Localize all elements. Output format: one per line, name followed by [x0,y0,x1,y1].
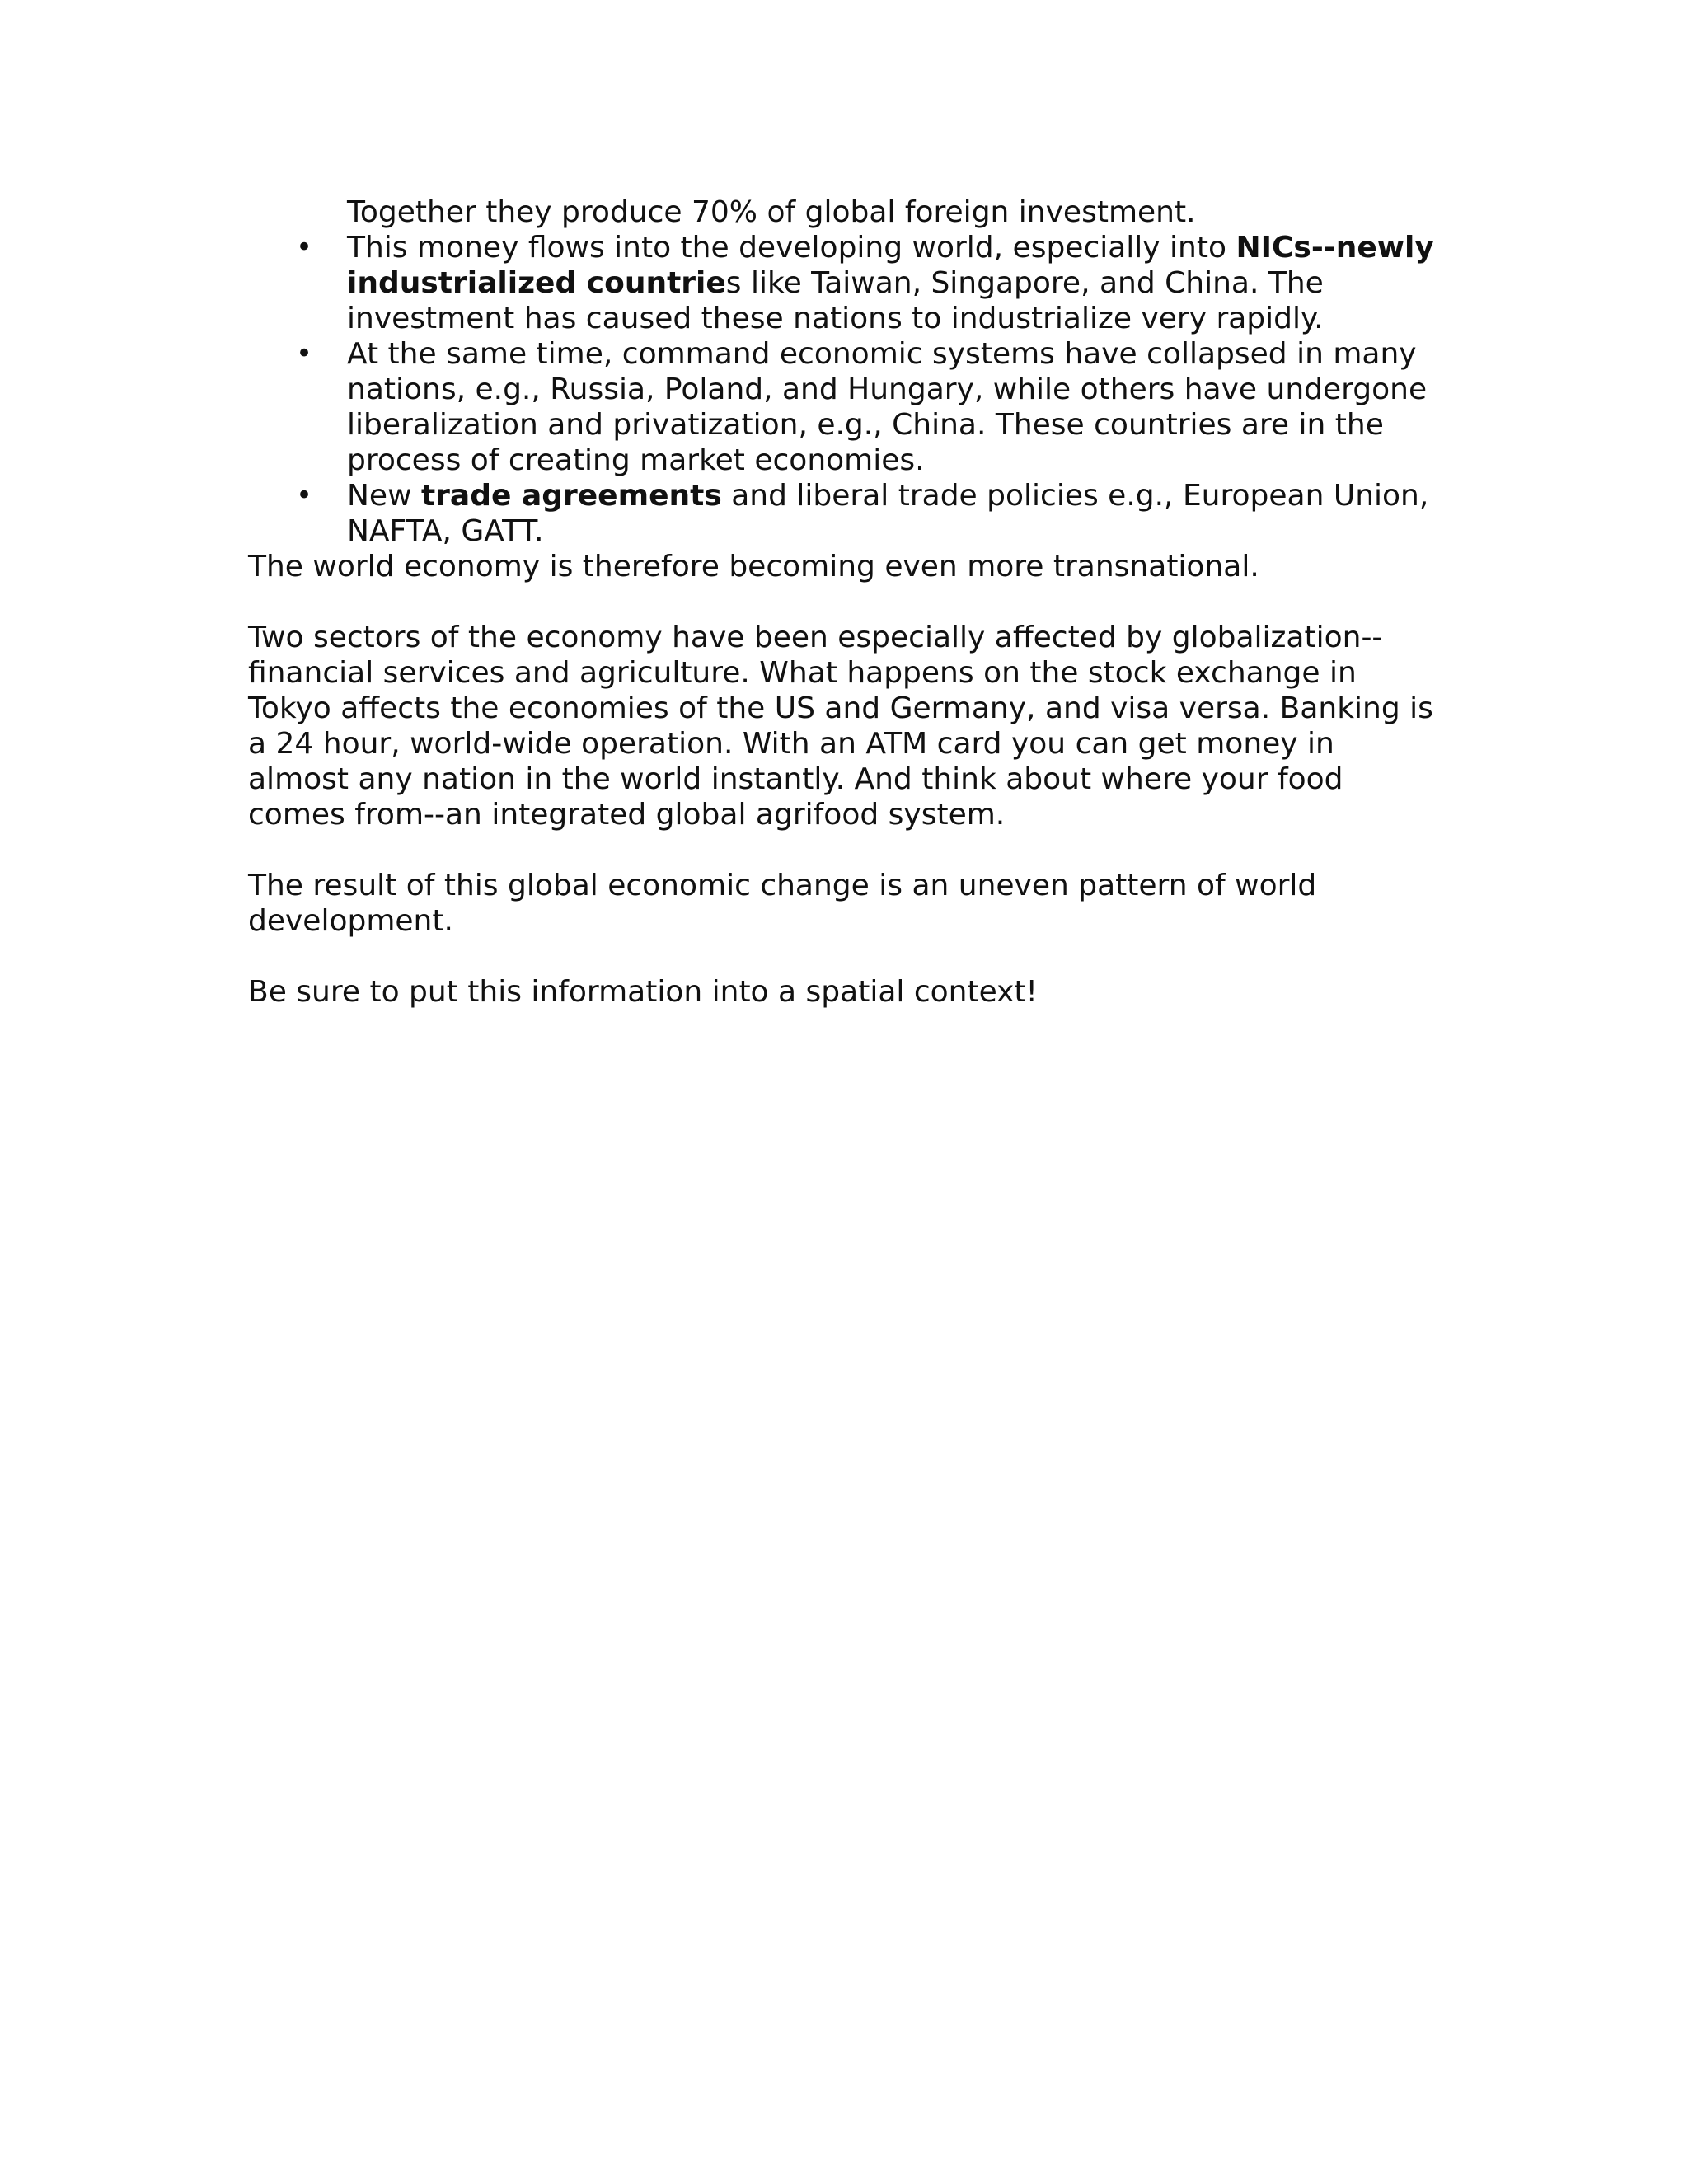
bullet-bold-text: NICs--newly industrialized countrie [347,231,1434,300]
bullet-icon: • [296,337,313,370]
bullet-icon: • [296,231,313,264]
bullet-item-trade-agreements [248,478,1443,549]
bullet-text: At the same time, command economic systems have collapsed in many nations, e.g., Russia, Poland, and Hungary, while others have undergone liberalization and privatization, e.g., China. These countries are in the process of creating market economies. [347,337,1428,477]
bullet-list [248,230,1443,549]
continued-bullet-line: Together they produce 70% of global foreign investment. [347,195,1196,229]
bullet-text: and liberal trade policies e.g., European Union, NAFTA, GATT. [347,479,1429,548]
bullet-bold-text: trade agreements [420,479,722,513]
paragraph-transnational: The world economy is therefore becoming even more transnational. [248,550,1259,583]
document-body [248,194,1443,1010]
paragraph-sectors: Two sectors of the economy have been especially affected by globalization--financial services and agriculture. What happens on the stock exchange in Tokyo affects the economies of the US and Germany, and visa versa. Banking is a 24 hour, world-wide operation. With an ATM card you can get money in almost any nation in the world instantly. And think about where your food comes from--an integrated global agrifood system. [248,621,1433,832]
bullet-text: s like Taiwan, Singapore, and China. The investment has caused these nations to industrialize very rapidly. [347,266,1324,335]
bullet-text: New [347,479,421,513]
bullet-icon: • [296,479,313,512]
paragraph-result: The result of this global economic change is an uneven pattern of world development. [248,869,1317,938]
paragraph-spatial-context: Be sure to put this information into a spatial context! [248,975,1038,1009]
bullet-item-nics [248,230,1443,336]
bullet-item-command-economies [248,336,1443,478]
bullet-text: This money flows into the developing world, especially into [347,231,1236,265]
